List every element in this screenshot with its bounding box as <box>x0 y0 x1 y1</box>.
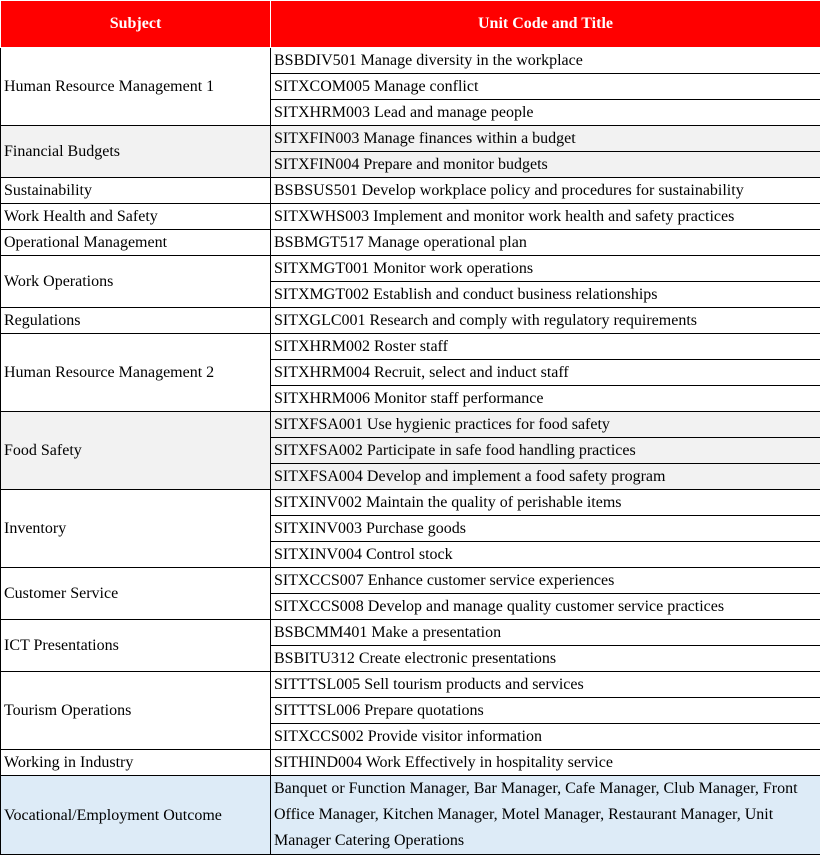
subject-cell: Working in Industry <box>1 750 271 776</box>
outcome-section <box>1 776 820 855</box>
table-row <box>1 48 820 74</box>
subject-cell: Financial Budgets <box>1 126 271 178</box>
unit-cell: SITXHRM006 Monitor staff performance <box>271 386 820 412</box>
unit-cell: BSBCMM401 Make a presentation <box>271 620 820 646</box>
subject-cell: Customer Service <box>1 568 271 620</box>
unit-cell: SITXCCS002 Provide visitor information <box>271 724 820 750</box>
unit-cell: SITXHRM004 Recruit, select and induct staff <box>271 360 820 386</box>
table-row <box>1 568 820 594</box>
unit-cell: SITXINV003 Purchase goods <box>271 516 820 542</box>
unit-cell: SITXHRM002 Roster staff <box>271 334 820 360</box>
subject-cell: Human Resource Management 2 <box>1 334 271 412</box>
subject-cell: Sustainability <box>1 178 271 204</box>
unit-cell: SITXHRM003 Lead and manage people <box>271 100 820 126</box>
unit-cell: SITXFIN003 Manage finances within a budget <box>271 126 820 152</box>
table-row <box>1 750 820 776</box>
subject-cell: ICT Presentations <box>1 620 271 672</box>
table-body <box>1 48 820 776</box>
subject-cell: Regulations <box>1 308 271 334</box>
unit-cell: BSBITU312 Create electronic presentations <box>271 646 820 672</box>
header-subject: Subject <box>1 1 271 48</box>
unit-cell: SITXCCS008 Develop and manage quality customer service practices <box>271 594 820 620</box>
subject-cell: Operational Management <box>1 230 271 256</box>
unit-cell: SITXFSA001 Use hygienic practices for food safety <box>271 412 820 438</box>
unit-cell: SITXINV002 Maintain the quality of perishable items <box>271 490 820 516</box>
subject-cell: Work Operations <box>1 256 271 308</box>
unit-cell: SITHIND004 Work Effectively in hospitality service <box>271 750 820 776</box>
header-unit: Unit Code and Title <box>271 1 820 48</box>
subject-cell: Tourism Operations <box>1 672 271 750</box>
table-row <box>1 334 820 360</box>
unit-cell: BSBMGT517 Manage operational plan <box>271 230 820 256</box>
unit-cell: SITXGLC001 Research and comply with regulatory requirements <box>271 308 820 334</box>
header-row <box>1 1 820 48</box>
table-row <box>1 126 820 152</box>
table-row <box>1 490 820 516</box>
unit-cell: BSBDIV501 Manage diversity in the workplace <box>271 48 820 74</box>
subject-cell: Food Safety <box>1 412 271 490</box>
unit-cell: SITTTSL006 Prepare quotations <box>271 698 820 724</box>
unit-cell: SITXCOM005 Manage conflict <box>271 74 820 100</box>
subject-cell: Human Resource Management 1 <box>1 48 271 126</box>
outcome-text: Banquet or Function Manager, Bar Manager, Cafe Manager, Club Manager, Front Office Manager, Kitchen Manager, Motel Manager, Restaurant Manager, Unit Manager Catering Operations <box>271 776 820 855</box>
subject-cell: Work Health and Safety <box>1 204 271 230</box>
unit-cell: SITXWHS003 Implement and monitor work health and safety practices <box>271 204 820 230</box>
unit-cell: SITTTSL005 Sell tourism products and services <box>271 672 820 698</box>
unit-cell: SITXFSA002 Participate in safe food handling practices <box>271 438 820 464</box>
unit-cell: BSBSUS501 Develop workplace policy and procedures for sustainability <box>271 178 820 204</box>
subject-cell: Inventory <box>1 490 271 568</box>
table-row <box>1 204 820 230</box>
outcome-row <box>1 776 820 855</box>
table-row <box>1 308 820 334</box>
unit-cell: SITXCCS007 Enhance customer service experiences <box>271 568 820 594</box>
unit-cell: SITXFIN004 Prepare and monitor budgets <box>271 152 820 178</box>
table-row <box>1 230 820 256</box>
unit-cell: SITXMGT001 Monitor work operations <box>271 256 820 282</box>
table-row <box>1 412 820 438</box>
outcome-subject: Vocational/Employment Outcome <box>1 776 271 855</box>
unit-cell: SITXINV004 Control stock <box>271 542 820 568</box>
unit-cell: SITXMGT002 Establish and conduct business relationships <box>271 282 820 308</box>
table-row <box>1 178 820 204</box>
table-row <box>1 672 820 698</box>
table-row <box>1 620 820 646</box>
table-row <box>1 256 820 282</box>
unit-cell: SITXFSA004 Develop and implement a food safety program <box>271 464 820 490</box>
